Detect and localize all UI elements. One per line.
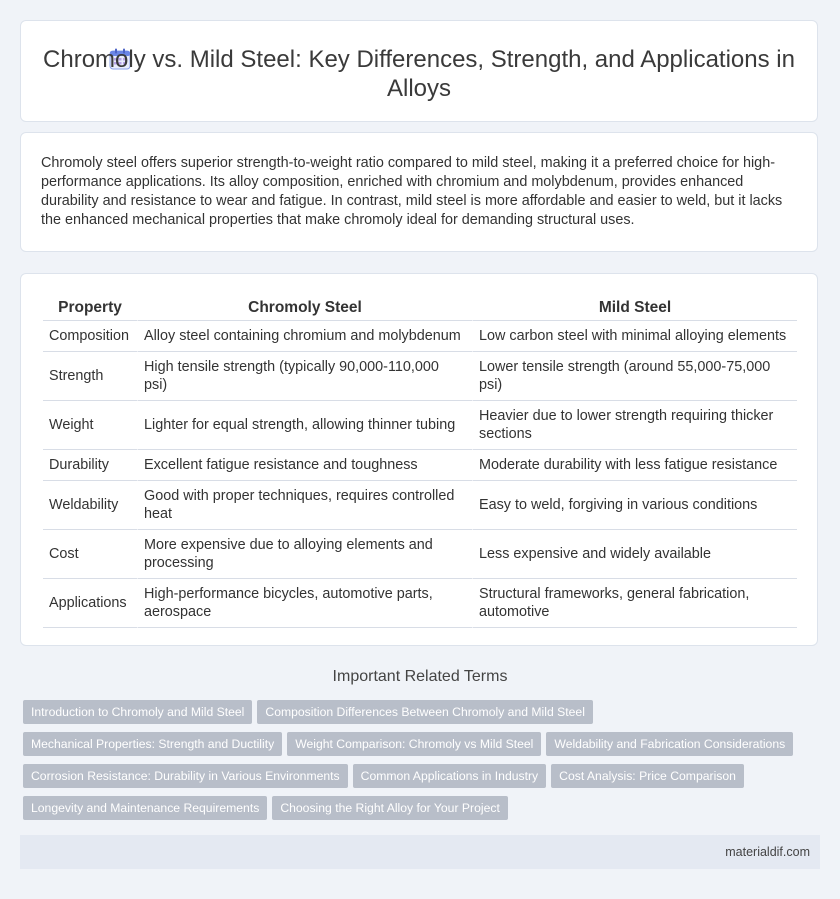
- table-cell: Heavier due to lower strength requiring thicker sections: [472, 401, 797, 450]
- table-cell: Structural frameworks, general fabrication, automotive: [472, 579, 797, 628]
- related-term-tag[interactable]: Common Applications in Industry: [353, 764, 546, 788]
- footer: [20, 835, 820, 869]
- table-cell: High tensile strength (typically 90,000-110,000 psi): [137, 352, 472, 401]
- table-cell: Durability: [43, 450, 137, 481]
- table-row: [43, 530, 797, 579]
- table-cell: Moderate durability with less fatigue resistance: [472, 450, 797, 481]
- related-term-tag[interactable]: Weldability and Fabrication Considerations: [546, 732, 793, 756]
- table-cell: Weight: [43, 401, 137, 450]
- footer-site-link[interactable]: materialdif.com: [725, 845, 810, 859]
- column-header: Chromoly Steel: [137, 295, 472, 321]
- table-row: [43, 401, 797, 450]
- related-term-tag[interactable]: Introduction to Chromoly and Mild Steel: [23, 700, 252, 724]
- table-row: [43, 579, 797, 628]
- table-cell: Applications: [43, 579, 137, 628]
- comparison-table: [43, 295, 797, 628]
- related-term-tag[interactable]: Corrosion Resistance: Durability in Various Environments: [23, 764, 348, 788]
- table-row: [43, 321, 797, 352]
- related-term-tag[interactable]: Longevity and Maintenance Requirements: [23, 796, 267, 820]
- table-row: [43, 450, 797, 481]
- table-cell: More expensive due to alloying elements and processing: [137, 530, 472, 579]
- table-cell: High-performance bicycles, automotive parts, aerospace: [137, 579, 472, 628]
- comparison-table-card: [20, 273, 818, 646]
- table-header-row: [43, 295, 797, 321]
- related-term-tag[interactable]: Weight Comparison: Chromoly vs Mild Steel: [287, 732, 541, 756]
- table-cell: Composition: [43, 321, 137, 352]
- intro-card: [20, 132, 818, 252]
- table-cell: Less expensive and widely available: [472, 530, 797, 579]
- table-cell: Weldability: [43, 481, 137, 530]
- related-term-tag[interactable]: Mechanical Properties: Strength and Ductility: [23, 732, 282, 756]
- table-cell: Alloy steel containing chromium and molybdenum: [137, 321, 472, 352]
- table-row: [43, 352, 797, 401]
- table-cell: Good with proper techniques, requires controlled heat: [137, 481, 472, 530]
- title-card: [20, 20, 818, 122]
- table-cell: Strength: [43, 352, 137, 401]
- related-term-tag[interactable]: Composition Differences Between Chromoly and Mild Steel: [257, 700, 593, 724]
- table-row: [43, 481, 797, 530]
- table-cell: Lighter for equal strength, allowing thinner tubing: [137, 401, 472, 450]
- table-cell: Easy to weld, forgiving in various conditions: [472, 481, 797, 530]
- page-title: Chromoly vs. Mild Steel: Key Differences, Strength, and Applications in Alloys: [43, 46, 795, 102]
- table-cell: Cost: [43, 530, 137, 579]
- related-term-tag[interactable]: Cost Analysis: Price Comparison: [551, 764, 744, 788]
- related-terms-list: [23, 700, 803, 828]
- column-header: Property: [43, 295, 137, 321]
- intro-paragraph: Chromoly steel offers superior strength-to-weight ratio compared to mild steel, making it a preferred choice for high-performance applications. Its alloy composition, enriched with chromium and molybdenum, provides enhanced durability and resistance to wear and fatigue. In contrast, mild steel is more affordable and easier to weld, but it lacks the enhanced mechanical properties that make chromoly ideal for demanding structural uses.: [41, 155, 783, 228]
- related-term-tag[interactable]: Choosing the Right Alloy for Your Project: [272, 796, 508, 820]
- table-cell: Lower tensile strength (around 55,000-75,000 psi): [472, 352, 797, 401]
- table-cell: Excellent fatigue resistance and toughness: [137, 450, 472, 481]
- related-terms-title: Important Related Terms: [332, 668, 508, 685]
- column-header: Mild Steel: [472, 295, 797, 321]
- table-cell: Low carbon steel with minimal alloying elements: [472, 321, 797, 352]
